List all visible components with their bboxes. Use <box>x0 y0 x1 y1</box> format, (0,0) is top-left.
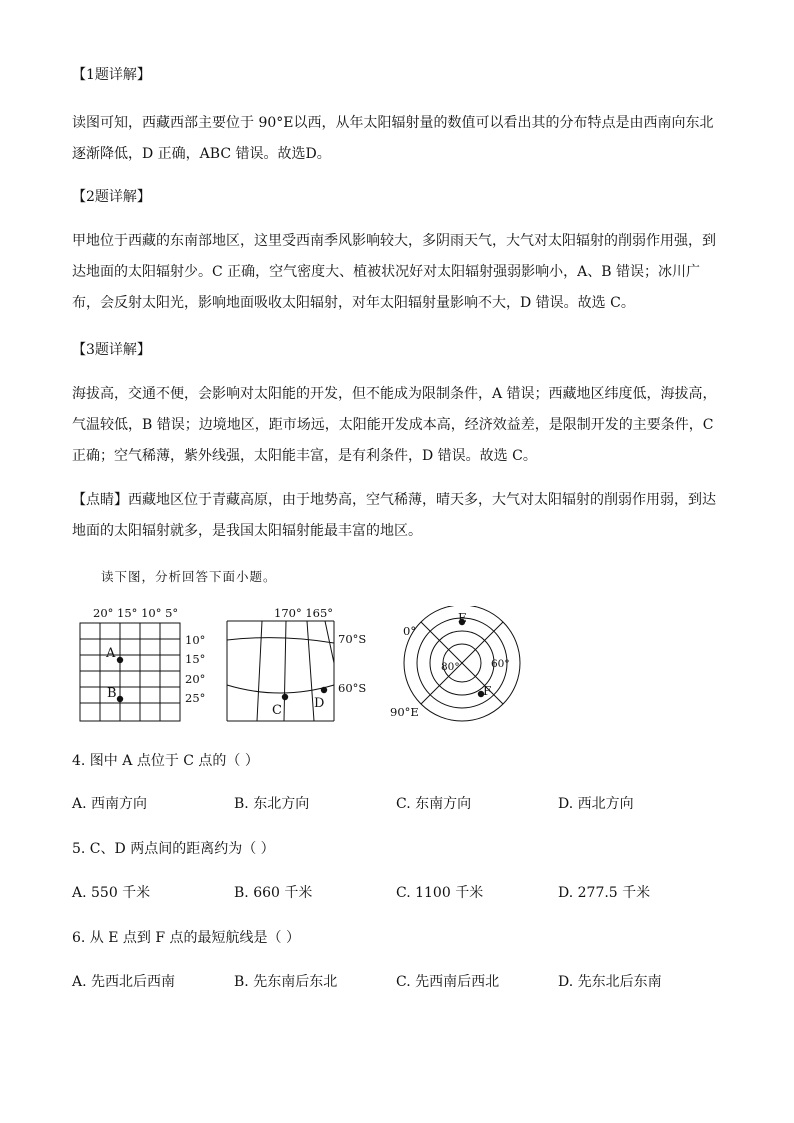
question-5-options <box>72 882 732 904</box>
option-b[interactable]: B. 660 千米 <box>234 885 313 901</box>
fan-lat-label: 70°S <box>338 632 367 646</box>
option-c[interactable]: C. 1100 千米 <box>396 885 484 901</box>
polar-label: 60° <box>491 658 510 670</box>
section-2-line: 甲地位于西藏的东南部地区，这里受西南季风影响较大，多阴雨天气，大气对太阳辐射的削弱作用强，到 <box>72 233 716 249</box>
section-3-line: 气温较低，B 错误；边境地区，距市场远，太阳能开发成本高，经济效益差，是限制开发的主要条件，C <box>72 417 714 433</box>
polar-label: 0° <box>403 624 417 638</box>
tip-line: 【点睛】西藏地区位于青藏高原，由于地势高，空气稀薄，晴天多，大气对太阳辐射的削弱作用弱，到达 <box>72 492 716 508</box>
figure-intro: 读下图，分析回答下面小题。 <box>101 569 277 584</box>
option-c[interactable]: C. 先西南后西北 <box>396 974 500 990</box>
point-a-marker <box>117 657 123 663</box>
option-b[interactable]: B. 先东南后东北 <box>234 974 338 990</box>
grid-lines <box>80 623 180 721</box>
section-1-line: 读图可知，西藏西部主要位于 90°E以西，从年太阳辐射量的数值可以看出其的分布特点是由西南向东北 <box>72 115 714 131</box>
polar-label: 90°E <box>390 705 419 719</box>
point-b-label: B <box>107 686 117 701</box>
polar-label: 80° <box>441 661 460 673</box>
grid-lat-label: 20° <box>185 672 206 686</box>
option-d[interactable]: D. 西北方向 <box>558 796 634 812</box>
point-d-label: D <box>314 696 325 711</box>
tip-line: 地面的太阳辐射就多，是我国太阳辐射能最丰富的地区。 <box>72 523 422 539</box>
option-d[interactable]: D. 277.5 千米 <box>558 885 651 901</box>
section-2-line: 布，会反射太阳光，影响地面吸收太阳辐射，对年太阳辐射量影响不大，D 错误。故选 C。 <box>72 295 635 311</box>
option-a[interactable]: A. 550 千米 <box>72 885 151 901</box>
section-2-heading: 【2题详解】 <box>72 189 151 205</box>
point-d-marker <box>321 687 327 693</box>
question-6-stem: 6. 从 E 点到 F 点的最短航线是（ ） <box>72 930 300 946</box>
section-2-line: 达地面的太阳辐射少。C 正确，空气密度大、植被状况好对太阳辐射强弱影响小，A、B 错误；冰川广 <box>72 264 701 280</box>
point-c-label: C <box>272 703 282 718</box>
point-a-label: A <box>106 646 116 661</box>
option-c[interactable]: C. 东南方向 <box>396 796 472 812</box>
point-c-marker <box>282 694 288 700</box>
section-3-heading: 【3题详解】 <box>72 342 151 358</box>
grid-lat-label: 10° <box>185 633 206 647</box>
polar-map-figure <box>386 606 526 724</box>
point-b-marker <box>117 696 123 702</box>
point-f-label: F <box>483 684 492 698</box>
grid-lat-label: 25° <box>185 691 206 705</box>
grid-lat-label: 15° <box>185 652 206 666</box>
fan-map-figure <box>222 603 374 725</box>
question-4-stem: 4. 图中 A 点位于 C 点的（ ） <box>72 753 259 769</box>
question-4-options <box>72 793 732 815</box>
option-a[interactable]: A. 西南方向 <box>72 796 148 812</box>
section-1-line: 逐渐降低，D 正确，ABC 错误。故选D。 <box>72 146 331 162</box>
grid-map-figure <box>76 603 216 725</box>
grid-top-labels: 20° 15° 10° 5° <box>93 606 179 620</box>
point-e-label: E <box>458 611 467 625</box>
section-1-body <box>72 108 732 170</box>
fan-top-labels: 170° 165° <box>274 606 334 620</box>
question-5-stem: 5. C、D 两点间的距离约为（ ） <box>72 841 275 857</box>
option-b[interactable]: B. 东北方向 <box>234 796 310 812</box>
tip-block <box>72 485 732 547</box>
option-a[interactable]: A. 先西北后西南 <box>72 974 176 990</box>
section-3-line: 海拔高，交通不便，会影响对太阳能的开发，但不能成为限制条件，A 错误；西藏地区纬度低，海拔高， <box>72 386 717 402</box>
question-6-options <box>72 971 732 993</box>
section-1-heading: 【1题详解】 <box>72 67 151 83</box>
section-3-line: 正确；空气稀薄，紫外线强，太阳能丰富，是有利条件，D 错误。故选 C。 <box>72 448 537 464</box>
section-2-body <box>72 226 732 319</box>
option-d[interactable]: D. 先东北后东南 <box>558 974 662 990</box>
fan-lat-label: 60°S <box>338 681 367 695</box>
section-3-body <box>72 379 732 472</box>
